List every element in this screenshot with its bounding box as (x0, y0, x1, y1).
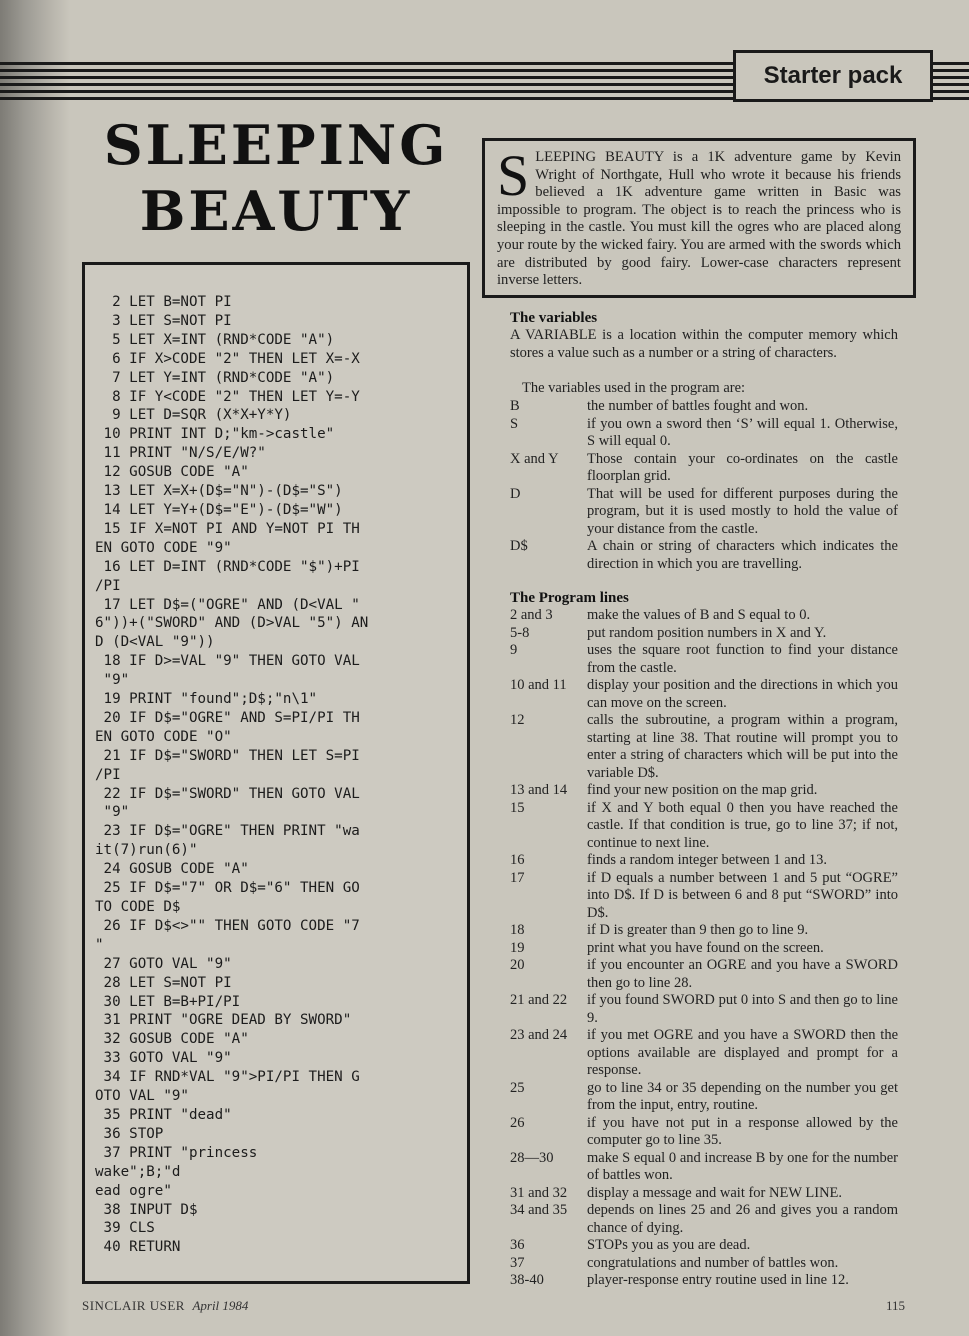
title-line-2: BEAUTY (139, 179, 413, 243)
definition-term: 25 (510, 1079, 525, 1096)
definition-desc: go to line 34 or 35 depending on the number you get from the input, entry, routine. (587, 1079, 898, 1113)
definition-term: 18 (510, 922, 525, 938)
definition-row (510, 712, 898, 782)
code-line: 27 GOTO VAL "9" (95, 955, 232, 972)
definition-term: X and Y (510, 450, 559, 467)
code-line: 11 PRINT "N/S/E/W?" (95, 445, 266, 462)
definition-row (510, 922, 898, 940)
code-line: EN GOTO CODE "O" (95, 728, 232, 745)
definition-row (510, 852, 898, 870)
intro-box (482, 138, 916, 298)
code-line: "9" (95, 672, 130, 689)
definition-row (510, 398, 898, 416)
definition-desc: display your position and the directions in which you can move on the screen. (587, 677, 898, 711)
definition-term: 20 (510, 957, 525, 973)
variables-intro: A VARIABLE is a location within the computer memory which stores a value such as a number or a string of characters. (510, 327, 898, 361)
definition-desc: display a message and wait for NEW LINE. (587, 1184, 843, 1201)
code-line: 21 IF D$="SWORD" THEN LET S=PI (95, 747, 360, 764)
definition-desc: player-response entry routine used in line 12. (587, 1272, 849, 1288)
variables-heading: The variables (510, 310, 598, 326)
definition-desc: uses the square root function to find your distance from the castle. (587, 642, 898, 676)
code-line: OTO VAL "9" (95, 1088, 189, 1105)
definition-term: D$ (510, 538, 528, 554)
definition-desc: make the values of B and S equal to 0. (587, 607, 811, 623)
article-title (82, 112, 470, 244)
definition-row (510, 486, 898, 539)
definition-row (510, 1185, 898, 1203)
definition-desc: congratulations and number of battles won. (587, 1254, 839, 1271)
code-line: 14 LET Y=Y+(D$="E")-(D$="W") (95, 501, 343, 518)
definition-desc: That will be used for different purposes during the program, but it is used mostly to hold the value of your distance from the castle. (587, 485, 898, 537)
definition-term: 16 (510, 852, 525, 868)
issue-date: April 1984 (192, 1298, 249, 1313)
drop-cap: S (497, 143, 530, 208)
variables-lead: The variables used in the program are: (522, 380, 746, 396)
program-lines-list (510, 607, 898, 1290)
definition-row (510, 782, 898, 800)
definition-term: 34 and 35 (510, 1202, 568, 1218)
code-line: 23 IF D$="OGRE" THEN PRINT "wa (95, 823, 360, 840)
definition-row (510, 607, 898, 625)
code-line: 17 LET D$=("OGRE" AND (D<VAL " (95, 596, 360, 613)
definition-term: 23 and 24 (510, 1027, 568, 1043)
definition-row (510, 1202, 898, 1237)
footer-publication (82, 1298, 248, 1314)
definition-desc: if you met OGRE and you have a SWORD then the options available are displayed and prompt for a response. (587, 1027, 898, 1078)
definition-row (510, 677, 898, 712)
code-line: 28 LET S=NOT PI (95, 974, 232, 991)
code-line: 3 LET S=NOT PI (95, 312, 232, 329)
definition-term: 37 (510, 1254, 525, 1271)
definition-desc: if you have not put in a response allowed by the computer go to line 35. (587, 1114, 898, 1148)
definition-term: 31 and 32 (510, 1184, 568, 1201)
code-line: 16 LET D=INT (RND*CODE "$")+PI (95, 558, 360, 575)
page-number: 115 (886, 1298, 906, 1313)
code-line: 38 INPUT D$ (95, 1201, 198, 1218)
code-line: 8 IF Y<CODE "2" THEN LET Y=-Y (95, 388, 360, 405)
definition-term: 5-8 (510, 624, 530, 641)
definition-desc: if you encounter an OGRE and you have a SWORD then go to line 28. (587, 957, 898, 991)
code-line: 30 LET B=B+PI/PI (95, 993, 241, 1010)
definition-row (510, 642, 898, 677)
definition-row (510, 416, 898, 451)
definition-row (510, 1237, 898, 1255)
definition-row (510, 800, 898, 853)
definition-row (510, 940, 898, 958)
definition-desc: put random position numbers in X and Y. (587, 624, 827, 641)
code-line: 18 IF D>=VAL "9" THEN GOTO VAL (95, 653, 360, 670)
definition-term: 2 and 3 (510, 607, 553, 623)
definition-desc: find your new position on the map grid. (587, 782, 818, 798)
definition-term: S (510, 415, 519, 432)
definition-term: B (510, 398, 520, 414)
code-line: 37 PRINT "princess (95, 1144, 258, 1161)
program-listing (82, 262, 470, 1284)
definition-term: 13 and 14 (510, 782, 568, 798)
definition-row (510, 1272, 898, 1290)
title-line-1: SLEEPING (103, 113, 449, 177)
definition-desc: make S equal 0 and increase B by one for the number of battles won. (587, 1149, 898, 1183)
code-line: D (D<VAL "9")) (95, 634, 215, 651)
code-line: ead ogre" (95, 1182, 172, 1199)
code-line: 32 GOSUB CODE "A" (95, 1031, 249, 1048)
definition-desc: if D is greater than 9 then go to line 9. (587, 922, 809, 938)
code-line: 40 RETURN (95, 1239, 181, 1256)
definition-row (510, 1080, 898, 1115)
code-line: 10 PRINT INT D;"km->castle" (95, 426, 335, 443)
code-line: 6 IF X>CODE "2" THEN LET X=-X (95, 350, 360, 367)
definition-desc: Those contain your co-ordinates on the castle floorplan grid. (587, 450, 898, 484)
code-line: EN GOTO CODE "9" (95, 539, 232, 556)
definition-desc: finds a random integer between 1 and 13. (587, 852, 827, 868)
code-line: it(7)run(6)" (95, 842, 198, 859)
code-line: 2 LET B=NOT PI (95, 294, 232, 310)
code-line: 22 IF D$="SWORD" THEN GOTO VAL (95, 785, 360, 802)
program-lines-heading: The Program lines (510, 590, 629, 606)
code-line: 19 PRINT "found";D$;"n\1" (95, 691, 318, 708)
code-line: 36 STOP (95, 1125, 164, 1142)
definition-term: 10 and 11 (510, 677, 567, 693)
code-line: 25 IF D$="7" OR D$="6" THEN GO (95, 880, 360, 897)
code-line: 34 IF RND*VAL "9">PI/PI THEN G (95, 1069, 360, 1086)
intro-text: LEEPING BEAUTY is a 1K adventure game by Kevin Wright of Northgate, Hull who wrote it because his friends believed a 1K adventure game written in Basic was impossible to program. The object is to reach the princess who is sleeping in the castle. You must kill the ogres who are placed along your route by the wicked fairy. You are armed with the swords which are distributed by good fairy. Lower-case characters represent inverse letters. (497, 149, 901, 289)
section-tag: Starter pack (733, 50, 933, 102)
code-line: 20 IF D$="OGRE" AND S=PI/PI TH (95, 709, 360, 726)
publication-name: SINCLAIR USER (82, 1298, 185, 1313)
code-line: 24 GOSUB CODE "A" (95, 861, 249, 878)
definition-term: 26 (510, 1114, 525, 1131)
code-line: 39 CLS (95, 1220, 155, 1237)
page-spine-shadow (0, 0, 70, 1336)
definition-term: 21 and 22 (510, 992, 568, 1008)
code-line: wake";B;"d (95, 1163, 181, 1180)
code-line: 5 LET X=INT (RND*CODE "A") (95, 331, 335, 348)
code-line: 15 IF X=NOT PI AND Y=NOT PI TH (95, 520, 360, 537)
definition-term: 28—30 (510, 1149, 554, 1166)
definition-term: D (510, 485, 521, 502)
definition-term: 19 (510, 939, 525, 956)
definition-term: 15 (510, 799, 525, 816)
definition-term: 36 (510, 1237, 525, 1253)
definition-row (510, 870, 898, 923)
definition-row (510, 957, 898, 992)
code-line: 12 GOSUB CODE "A" (95, 464, 249, 481)
code-line: TO CODE D$ (95, 899, 181, 915)
definition-desc: calls the subroutine, a program within a program, starting at line 38. That routine will prompt you to enter a string of characters which will be put into the variable D$. (587, 712, 898, 781)
definition-row (510, 1027, 898, 1080)
code-line: 9 LET D=SQR (X*X+Y*Y) (95, 407, 292, 424)
definition-term: 12 (510, 712, 525, 728)
code-line: "9" (95, 804, 130, 821)
definition-term: 38-40 (510, 1272, 544, 1288)
code-line: 13 LET X=X+(D$="N")-(D$="S") (95, 483, 343, 500)
code-line: /PI (95, 766, 121, 783)
code-line: 33 GOTO VAL "9" (95, 1050, 232, 1067)
definition-row (510, 451, 898, 486)
definition-desc: print what you have found on the screen. (587, 939, 824, 956)
definition-term: 17 (510, 869, 525, 886)
code-line: /PI (95, 577, 121, 594)
definition-term: 9 (510, 642, 518, 658)
code-line: 7 LET Y=INT (RND*CODE "A") (95, 369, 335, 386)
definition-row (510, 538, 898, 573)
definition-row (510, 625, 898, 643)
definition-desc: STOPs you as you are dead. (587, 1237, 751, 1253)
code-line: 26 IF D$<>"" THEN GOTO CODE "7 (95, 917, 360, 934)
definition-desc: if you found SWORD put 0 into S and then go to line 9. (587, 992, 898, 1026)
definition-desc: if D equals a number between 1 and 5 put “OGRE” into D$. If D is between 6 and 8 put “SWORD” into D$. (587, 869, 898, 921)
code-line: " (95, 936, 104, 953)
definition-row (510, 1255, 898, 1273)
definition-row (510, 1150, 898, 1185)
definition-desc: depends on lines 25 and 26 and gives you a random chance of dying. (587, 1202, 898, 1236)
definition-desc: the number of battles fought and won. (587, 398, 809, 414)
definition-row (510, 992, 898, 1027)
variables-list (510, 398, 898, 573)
definition-desc: A chain or string of characters which indicates the direction in which you are travelling. (587, 538, 898, 572)
definition-desc: if you own a sword then ‘S’ will equal 1. Otherwise, S will equal 0. (587, 415, 898, 449)
code-line: 6"))+("SWORD" AND (D>VAL "5") AN (95, 615, 369, 632)
definition-desc: if X and Y both equal 0 then you have reached the castle. If that condition is true, go to line 37; if not, continue to next line. (587, 799, 898, 851)
definition-row (510, 1115, 898, 1150)
code-line: 31 PRINT "OGRE DEAD BY SWORD" (95, 1012, 352, 1029)
code-line: 35 PRINT "dead" (95, 1106, 232, 1123)
